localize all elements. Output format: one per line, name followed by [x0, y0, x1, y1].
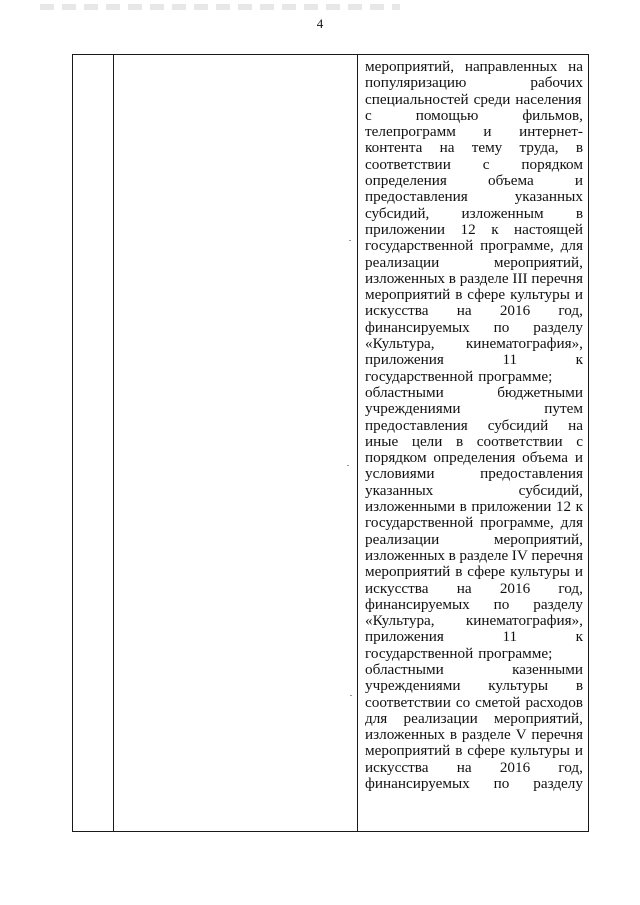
word: и — [483, 123, 492, 141]
text-line — [365, 776, 583, 792]
word: мероприятий, — [493, 530, 583, 548]
word: год, — [558, 302, 583, 320]
word: мероприятий, — [493, 709, 583, 727]
text-line — [365, 401, 583, 417]
word: и — [574, 172, 583, 190]
word: изложенных — [365, 269, 446, 287]
word: популяризацию — [365, 74, 467, 92]
word: культуры — [488, 677, 549, 695]
word: кинематография», — [465, 335, 583, 353]
word: для — [560, 237, 583, 255]
word: приложении — [365, 220, 446, 238]
word: мероприятий — [365, 286, 451, 304]
word: на — [456, 758, 472, 776]
text-line — [365, 157, 583, 173]
word: государственной — [365, 514, 474, 532]
word: 12 — [460, 220, 476, 238]
word: финансируемых — [365, 775, 470, 793]
description-text — [358, 55, 588, 792]
text-line — [365, 613, 583, 629]
word: «Культура, — [365, 612, 435, 630]
page-number: 4 — [316, 16, 324, 31]
text-line — [365, 629, 583, 645]
word: приложения — [365, 628, 444, 646]
word: мероприятий — [365, 742, 451, 760]
word: расходов — [525, 693, 583, 711]
word: к — [575, 498, 583, 516]
word: в — [449, 726, 458, 744]
word: к — [575, 351, 583, 369]
text-line — [365, 483, 583, 499]
word: предоставления — [365, 416, 468, 434]
word: в — [448, 546, 456, 564]
word: населения — [515, 90, 582, 108]
word: иные — [365, 432, 399, 450]
text-line — [365, 581, 583, 597]
word: субсидий, — [518, 481, 583, 499]
word: государственной — [365, 367, 474, 385]
text-line — [365, 206, 583, 222]
word: III — [512, 269, 528, 287]
word: 11 — [502, 351, 518, 369]
word: с — [482, 155, 490, 173]
word: к — [491, 220, 499, 238]
text-line — [365, 140, 583, 156]
word: по — [493, 775, 510, 793]
text-line — [365, 646, 583, 662]
text-line — [365, 238, 583, 254]
table-cell-number — [73, 55, 114, 832]
word: бюджетными — [497, 383, 583, 401]
word: указанных — [365, 481, 434, 499]
word: определения — [433, 449, 516, 467]
word: контента — [365, 139, 423, 157]
text-line — [365, 124, 583, 140]
word: перечня — [531, 726, 583, 744]
word: на — [456, 579, 472, 597]
text-line — [365, 466, 583, 482]
word: соответствии — [365, 693, 451, 711]
word: разделе — [459, 269, 509, 287]
word: реализации — [365, 253, 440, 271]
word: областными — [365, 383, 444, 401]
text-line — [365, 499, 583, 515]
text-line — [365, 385, 583, 401]
text-line — [365, 92, 583, 108]
word: 2016 — [499, 302, 531, 320]
word: объема — [522, 449, 568, 467]
word: в — [448, 269, 456, 287]
word: реализации — [365, 530, 440, 548]
word: кинематография», — [465, 612, 583, 630]
word: рабочих — [530, 74, 583, 92]
word: программе; — [478, 644, 553, 662]
word: и — [574, 449, 583, 467]
word: с — [576, 432, 583, 450]
scan-speck — [349, 240, 351, 241]
word: сфере — [467, 563, 506, 581]
text-line — [365, 450, 583, 466]
text-line — [365, 548, 583, 564]
word: предоставления — [365, 188, 468, 206]
word: разделе — [461, 726, 511, 744]
word: порядком — [365, 449, 427, 467]
word: программе; — [478, 367, 553, 385]
text-line — [365, 515, 583, 531]
text-line — [365, 59, 583, 75]
word: телепрограмм — [365, 123, 456, 141]
word: порядком — [521, 155, 583, 173]
text-line — [365, 287, 583, 303]
word: по — [493, 318, 510, 336]
word: разделу — [533, 775, 583, 793]
table-row — [73, 55, 589, 832]
word: культуры — [510, 742, 570, 760]
text-line — [365, 434, 583, 450]
word: искусства — [365, 758, 429, 776]
word: год, — [558, 579, 583, 597]
text-line — [365, 597, 583, 613]
word: V — [515, 726, 527, 744]
text-line — [365, 222, 583, 238]
word: в — [459, 498, 467, 516]
word: культуры — [510, 563, 570, 581]
word: с — [365, 106, 372, 124]
text-line — [365, 678, 583, 694]
word: на — [456, 302, 472, 320]
word: условиями — [365, 465, 435, 483]
word: программе, — [480, 237, 554, 255]
word: реализации — [403, 709, 478, 727]
text-line — [365, 303, 583, 319]
word: IV — [511, 546, 528, 564]
word: учреждениями — [365, 677, 461, 695]
word: сметой — [475, 693, 521, 711]
word: государственной — [365, 237, 474, 255]
word: и — [574, 563, 583, 581]
word: областными — [365, 660, 444, 678]
document-table — [72, 54, 589, 832]
word: объема — [487, 172, 534, 190]
word: специальностей — [365, 90, 469, 108]
word: государственной — [365, 644, 474, 662]
word: труда, — [519, 139, 559, 157]
word: в — [455, 563, 463, 581]
word: указанных — [514, 188, 583, 206]
word: фильмов, — [522, 106, 583, 124]
word: для — [365, 709, 388, 727]
text-line — [365, 564, 583, 580]
word: «Культура, — [365, 335, 435, 353]
scan-header-artifact — [40, 4, 400, 10]
word: изложенных — [365, 546, 446, 564]
word: соответствии — [365, 155, 451, 173]
word: в — [575, 139, 583, 157]
word: разделу — [533, 318, 583, 336]
word: культуры — [510, 286, 570, 304]
scan-speck — [350, 695, 352, 696]
text-line — [365, 532, 583, 548]
word: для — [560, 514, 583, 532]
text-line — [365, 255, 583, 271]
word: на — [568, 58, 583, 75]
word: в — [575, 677, 583, 695]
text-line — [365, 743, 583, 759]
word: разделу — [533, 595, 583, 613]
word: разделе — [459, 546, 509, 564]
word: год, — [558, 758, 583, 776]
word: субсидий — [487, 416, 549, 434]
text-line — [365, 320, 583, 336]
word: в — [456, 432, 464, 450]
word: казенными — [512, 660, 583, 678]
word: настоящей — [514, 220, 583, 238]
text-line — [365, 352, 583, 368]
scan-speck — [347, 465, 349, 466]
word: интернет- — [519, 123, 583, 141]
word: субсидий, — [365, 204, 430, 222]
text-line — [365, 336, 583, 352]
text-line — [365, 271, 583, 287]
word: и — [574, 742, 583, 760]
word: мероприятий, — [493, 253, 583, 271]
word: 2016 — [499, 758, 531, 776]
word: тему — [471, 139, 503, 157]
word: сфере — [467, 742, 506, 760]
text-line — [365, 108, 583, 124]
text-line — [365, 75, 583, 91]
word: искусства — [365, 302, 429, 320]
word: изложенных — [365, 726, 446, 744]
word: искусства — [365, 579, 429, 597]
text-line — [365, 727, 583, 743]
word: помощью — [415, 106, 479, 124]
word: 12 — [555, 498, 572, 516]
word: 2016 — [499, 579, 531, 597]
word: предоставления — [480, 465, 583, 483]
word: учреждениями — [365, 400, 461, 418]
word: приложения — [365, 351, 444, 369]
word: финансируемых — [365, 318, 470, 336]
word: сфере — [467, 286, 506, 304]
table-cell-description — [358, 55, 589, 832]
word: к — [575, 628, 583, 646]
word: со — [455, 693, 471, 711]
word: цели — [411, 432, 443, 450]
text-line — [365, 173, 583, 189]
word: путем — [544, 400, 583, 418]
text-line — [365, 711, 583, 727]
word: изложенными — [365, 498, 456, 516]
word: перечня — [531, 269, 583, 287]
table-cell-name — [114, 55, 358, 832]
word: направленных — [464, 58, 558, 75]
word: среди — [473, 90, 511, 108]
text-line — [365, 189, 583, 205]
word: и — [574, 286, 583, 304]
text-line — [365, 418, 583, 434]
text-line — [365, 760, 583, 776]
word: в — [575, 204, 583, 222]
word: программе, — [480, 514, 554, 532]
word: на — [568, 416, 583, 434]
word: приложении — [471, 498, 552, 516]
word: перечня — [531, 546, 583, 564]
word: по — [493, 595, 510, 613]
word: 11 — [502, 628, 518, 646]
text-line — [365, 369, 583, 385]
word: соответствии — [476, 432, 563, 450]
word: на — [439, 139, 455, 157]
word: мероприятий — [365, 563, 451, 581]
word: мероприятий, — [365, 58, 455, 75]
text-line — [365, 662, 583, 678]
text-line — [365, 695, 583, 711]
word: в — [455, 742, 463, 760]
word: в — [455, 286, 463, 304]
word: определения — [365, 172, 447, 190]
word: изложенным — [461, 204, 544, 222]
word: финансируемых — [365, 595, 470, 613]
